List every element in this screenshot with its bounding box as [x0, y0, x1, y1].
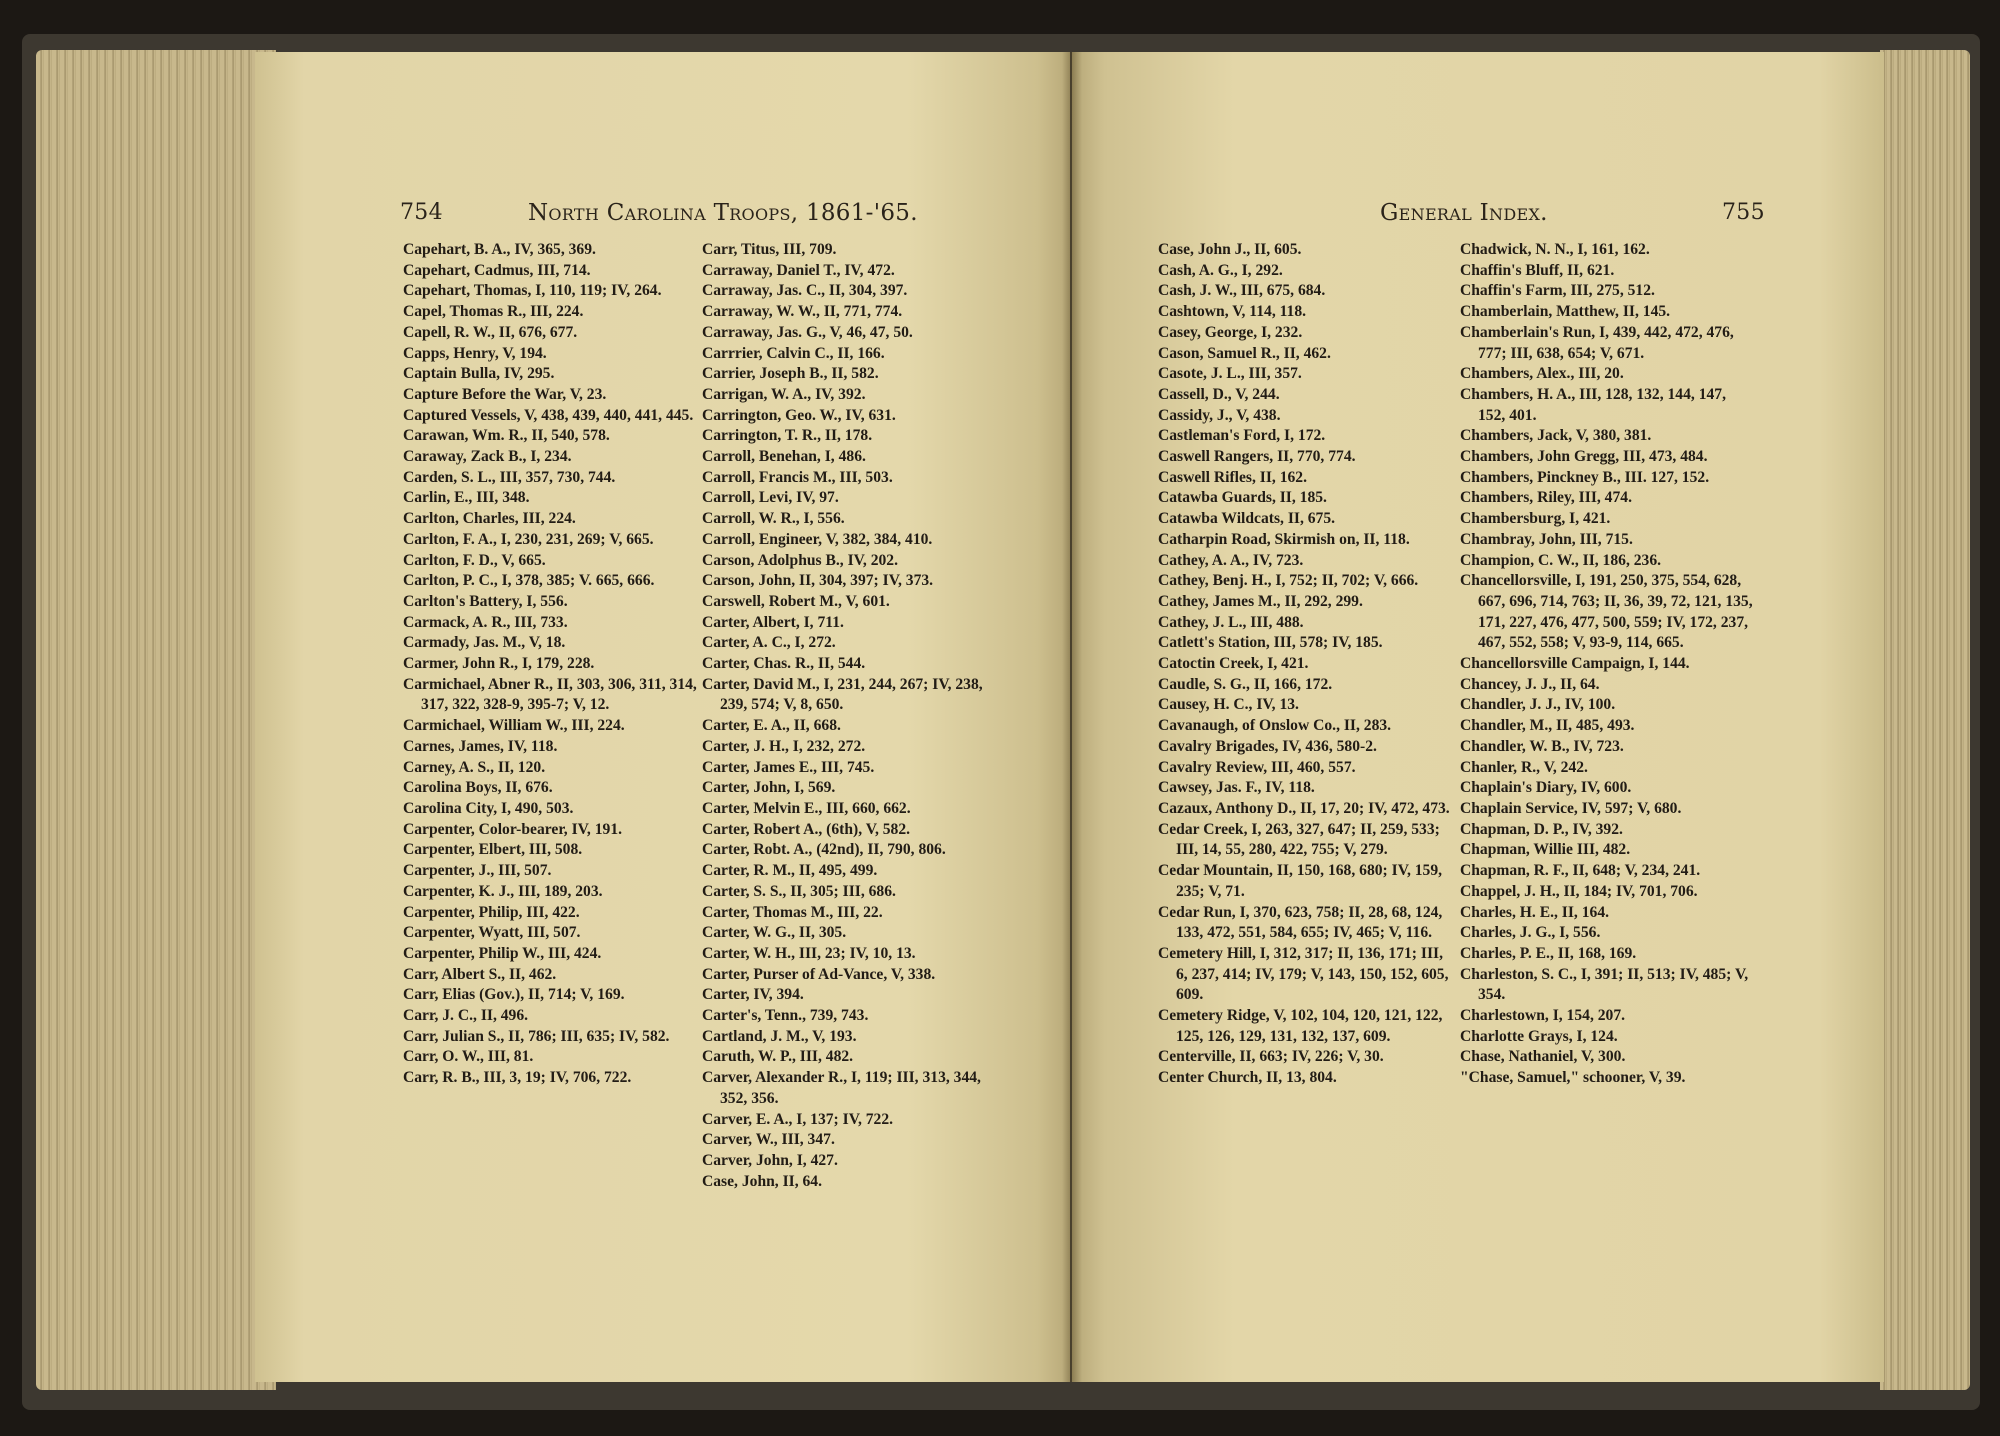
- index-entry: Chappel, J. H., II, 184; IV, 701, 706.: [1460, 882, 1698, 900]
- index-entry: Carraway, Jas. G., V, 46, 47, 50.: [702, 323, 913, 341]
- index-entry: Carr, Elias (Gov.), II, 714; V, 169.: [403, 986, 625, 1004]
- index-entry: Captured Vessels, V, 438, 439, 440, 441, 445.: [403, 406, 694, 424]
- index-entry: Case, John J., II, 605.: [1158, 241, 1302, 258]
- index-entry: Carroll, Levi, IV, 97.: [702, 489, 839, 507]
- index-entry: Carroll, W. R., I, 556.: [702, 510, 845, 528]
- index-entry: Chandler, J. J., IV, 100.: [1460, 696, 1616, 714]
- index-entry: Cartland, J. M., V, 193.: [702, 1027, 857, 1045]
- index-entry: Cemetery Ridge, V, 102, 104, 120, 121, 122, 125, 126, 129, 131, 132, 137, 609.: [1158, 1007, 1443, 1045]
- index-entry: Carter, IV, 394.: [702, 986, 804, 1004]
- index-entry: Carter, R. M., II, 495, 499.: [702, 862, 878, 880]
- index-entry: Carlton, P. C., I, 378, 385; V. 665, 666.: [403, 572, 655, 590]
- index-entry: Carmer, John R., I, 179, 228.: [403, 655, 595, 673]
- index-entry: Catoctin Creek, I, 421.: [1158, 655, 1309, 673]
- index-entry: Carter, David M., I, 231, 244, 267; IV, 238, 239, 574; V, 8, 650.: [702, 675, 983, 714]
- index-entry: Chadwick, N. N., I, 161, 162.: [1460, 241, 1650, 258]
- index-entry: Castleman's Ford, I, 172.: [1158, 427, 1326, 445]
- index-entry: Carson, Adolphus B., IV, 202.: [702, 551, 899, 569]
- index-entry: Cathey, Benj. H., I, 752; II, 702; V, 666.: [1158, 572, 1419, 590]
- index-entry: Chancey, J. J., II, 64.: [1460, 675, 1600, 693]
- index-entry: Carpenter, Philip W., III, 424.: [403, 944, 602, 962]
- index-entry: Carroll, Benehan, I, 486.: [702, 448, 866, 466]
- index-entry: Cemetery Hill, I, 312, 317; II, 136, 171; III, 6, 237, 414; IV, 179; V, 143, 150, 152, 605, 609.: [1158, 944, 1449, 1004]
- index-entry: Carr, R. B., III, 3, 19; IV, 706, 722.: [403, 1069, 632, 1087]
- index-entry: Carter, John, I, 569.: [702, 779, 836, 797]
- right-page-number: 755: [1722, 200, 1765, 225]
- index-entry: Carraway, Jas. C., II, 304, 397.: [702, 282, 908, 300]
- index-entry: Cashtown, V, 114, 118.: [1158, 303, 1307, 321]
- index-entry: Carnes, James, IV, 118.: [403, 737, 558, 755]
- index-entry: Capture Before the War, V, 23.: [403, 385, 607, 403]
- index-entry: Chambers, Alex., III, 20.: [1460, 365, 1624, 383]
- index-entry: Carter, E. A., II, 668.: [702, 717, 841, 735]
- index-entry: Cassidy, J., V, 438.: [1158, 406, 1281, 424]
- index-entry: Charles, P. E., II, 168, 169.: [1460, 944, 1637, 962]
- index-entry: Champion, C. W., II, 186, 236.: [1460, 551, 1662, 569]
- index-entry: Capel, Thomas R., III, 224.: [403, 303, 584, 321]
- index-entry: Carlton, F. D., V, 665.: [403, 551, 546, 569]
- index-entry: Carpenter, K. J., III, 189, 203.: [403, 882, 603, 900]
- index-entry: Cedar Creek, I, 263, 327, 647; II, 259, 533; III, 14, 55, 280, 422, 755; V, 279.: [1158, 820, 1440, 859]
- index-entry: Carlton, F. A., I, 230, 231, 269; V, 665.: [403, 530, 654, 548]
- index-entry: Carpenter, Philip, III, 422.: [403, 903, 580, 921]
- index-entry: Carter, Purser of Ad-Vance, V, 338.: [702, 965, 936, 983]
- index-entry: Carter, Thomas M., III, 22.: [702, 903, 883, 921]
- index-entry: Carr, O. W., III, 81.: [403, 1048, 534, 1066]
- index-entry: Casey, George, I, 232.: [1158, 323, 1303, 341]
- index-entry: Chambers, Jack, V, 380, 381.: [1460, 427, 1652, 445]
- index-entry: Carney, A. S., II, 120.: [403, 758, 546, 776]
- index-entry: Carraway, W. W., II, 771, 774.: [702, 303, 903, 321]
- index-entry: Causey, H. C., IV, 13.: [1158, 696, 1299, 714]
- index-entry: Cavalry Brigades, IV, 436, 580-2.: [1158, 737, 1377, 755]
- index-entry: Chaffin's Farm, III, 275, 512.: [1460, 282, 1655, 300]
- index-entry: Carter, S. S., II, 305; III, 686.: [702, 882, 896, 900]
- index-entry: Carrington, T. R., II, 178.: [702, 427, 873, 445]
- left-page-edges: [36, 50, 276, 1390]
- index-entry: Chaplain Service, IV, 597; V, 680.: [1460, 799, 1682, 817]
- index-entry: Catawba Wildcats, II, 675.: [1158, 510, 1336, 528]
- index-entry: Chase, Nathaniel, V, 300.: [1460, 1048, 1626, 1066]
- index-entry: Catlett's Station, III, 578; IV, 185.: [1158, 634, 1383, 652]
- index-entry: Carter, Albert, I, 711.: [702, 613, 844, 631]
- index-entry: Chaffin's Bluff, II, 621.: [1460, 261, 1615, 279]
- index-entry: Carr, Titus, III, 709.: [702, 241, 837, 258]
- index-entry: Chambers, H. A., III, 128, 132, 144, 147, 152, 401.: [1460, 385, 1726, 424]
- index-entry: Capehart, B. A., IV, 365, 369.: [403, 241, 596, 258]
- index-entry: Caraway, Zack B., I, 234.: [403, 448, 572, 466]
- index-entry: Chambers, Pinckney B., III. 127, 152.: [1460, 468, 1710, 486]
- index-entry: Carmack, A. R., III, 733.: [403, 613, 568, 631]
- index-entry: Cash, A. G., I, 292.: [1158, 261, 1283, 279]
- index-entry: Carmichael, William W., III, 224.: [403, 717, 625, 735]
- index-entry: "Chase, Samuel," schooner, V, 39.: [1460, 1069, 1686, 1087]
- index-entry: Charles, J. G., I, 556.: [1460, 924, 1601, 942]
- index-entry: Carver, W., III, 347.: [702, 1131, 835, 1149]
- index-entry: Carter, Chas. R., II, 544.: [702, 655, 866, 673]
- left-index-column-1: [403, 240, 703, 1089]
- index-entry: Catawba Guards, II, 185.: [1158, 489, 1327, 507]
- index-entry: Caudle, S. G., II, 166, 172.: [1158, 675, 1333, 693]
- index-entry: Carter, Robert A., (6th), V, 582.: [702, 820, 911, 838]
- index-entry: Cavanaugh, of Onslow Co., II, 283.: [1158, 717, 1392, 735]
- index-entry: Chapman, R. F., II, 648; V, 234, 241.: [1460, 862, 1701, 880]
- index-entry: Cathey, J. L., III, 488.: [1158, 613, 1304, 631]
- index-entry: Catharpin Road, Skirmish on, II, 118.: [1158, 530, 1410, 548]
- index-entry: Carpenter, Elbert, III, 508.: [403, 841, 583, 859]
- index-entry: Carpenter, Wyatt, III, 507.: [403, 924, 581, 942]
- index-entry: Carpenter, Color-bearer, IV, 191.: [403, 820, 623, 838]
- index-entry: Charleston, S. C., I, 391; II, 513; IV, 485; V, 354.: [1460, 965, 1749, 1004]
- index-entry: Chaplain's Diary, IV, 600.: [1460, 779, 1632, 797]
- index-entry: Carr, Julian S., II, 786; III, 635; IV, 582.: [403, 1027, 670, 1045]
- index-entry: Cedar Mountain, II, 150, 168, 680; IV, 159, 235; V, 71.: [1158, 862, 1443, 900]
- index-entry: Carraway, Daniel T., IV, 472.: [702, 261, 895, 279]
- index-entry: Cazaux, Anthony D., II, 17, 20; IV, 472, 473.: [1158, 799, 1450, 817]
- index-entry: Carpenter, J., III, 507.: [403, 862, 552, 880]
- index-entry: Charles, H. E., II, 164.: [1460, 903, 1610, 921]
- index-entry: Carrrier, Calvin C., II, 166.: [702, 344, 885, 362]
- index-entry: Chanler, R., V, 242.: [1460, 758, 1588, 776]
- index-entry: Carolina City, I, 490, 503.: [403, 799, 574, 817]
- index-entry: Chancellorsville, I, 191, 250, 375, 554, 628, 667, 696, 714, 763; II, 36, 39, 72, 121, 135, 171, 227, 476, 477, 500, 559; IV, 172, 237, 467, 552, 558; V, 93-9, 114, 665.: [1460, 572, 1753, 652]
- index-entry: Carter, James E., III, 745.: [702, 758, 875, 776]
- index-entry: Carver, Alexander R., I, 119; III, 313, 344, 352, 356.: [702, 1069, 981, 1107]
- index-entry: Carter, W. H., III, 23; IV, 10, 13.: [702, 944, 916, 962]
- right-page-edges: [1880, 50, 1970, 1390]
- index-entry: Cassell, D., V, 244.: [1158, 385, 1280, 403]
- index-entry: Cavalry Review, III, 460, 557.: [1158, 758, 1356, 776]
- index-entry: Cathey, James M., II, 292, 299.: [1158, 592, 1363, 610]
- index-entry: Capps, Henry, V, 194.: [403, 344, 547, 362]
- index-entry: Capell, R. W., II, 676, 677.: [403, 323, 578, 341]
- index-entry: Cathey, A. A., IV, 723.: [1158, 551, 1304, 569]
- right-index-column-2: [1460, 240, 1756, 1089]
- index-entry: Carson, John, II, 304, 397; IV, 373.: [702, 572, 934, 590]
- index-entry: Centerville, II, 663; IV, 226; V, 30.: [1158, 1048, 1384, 1066]
- left-index-column-2: [702, 240, 1007, 1192]
- index-entry: Capehart, Cadmus, III, 714.: [403, 261, 591, 279]
- index-entry: Chapman, Willie III, 482.: [1460, 841, 1631, 859]
- index-entry: Carter, Melvin E., III, 660, 662.: [702, 799, 911, 817]
- index-entry: Capehart, Thomas, I, 110, 119; IV, 264.: [403, 282, 662, 300]
- book-gutter: [1062, 52, 1082, 1382]
- index-entry: Cawsey, Jas. F., IV, 118.: [1158, 779, 1315, 797]
- left-running-head: North Carolina Troops, 1861-'65.: [528, 200, 918, 226]
- index-entry: Charlestown, I, 154, 207.: [1460, 1007, 1626, 1025]
- index-entry: Chancellorsville Campaign, I, 144.: [1460, 655, 1690, 673]
- index-entry: Carter, W. G., II, 305.: [702, 924, 847, 942]
- index-entry: Carawan, Wm. R., II, 540, 578.: [403, 427, 610, 445]
- index-entry: Center Church, II, 13, 804.: [1158, 1069, 1337, 1087]
- index-entry: Carmady, Jas. M., V, 18.: [403, 634, 566, 652]
- index-entry: Carver, E. A., I, 137; IV, 722.: [702, 1110, 894, 1128]
- index-entry: Chandler, W. B., IV, 723.: [1460, 737, 1624, 755]
- index-entry: Chambersburg, I, 421.: [1460, 510, 1611, 528]
- index-entry: Chamberlain, Matthew, II, 145.: [1460, 303, 1671, 321]
- index-entry: Caruth, W. P., III, 482.: [702, 1048, 854, 1066]
- index-entry: Carr, J. C., II, 496.: [403, 1007, 529, 1025]
- index-entry: Carter, J. H., I, 232, 272.: [702, 737, 866, 755]
- index-entry: Cason, Samuel R., II, 462.: [1158, 344, 1331, 362]
- index-entry: Cash, J. W., III, 675, 684.: [1158, 282, 1326, 300]
- index-entry: Carrier, Joseph B., II, 582.: [702, 365, 879, 383]
- index-entry: Carter, A. C., I, 272.: [702, 634, 836, 652]
- index-entry: Carswell, Robert M., V, 601.: [702, 592, 890, 610]
- index-entry: Carver, John, I, 427.: [702, 1151, 838, 1169]
- index-entry: Carrington, Geo. W., IV, 631.: [702, 406, 896, 424]
- index-entry: Carroll, Francis M., III, 503.: [702, 468, 893, 486]
- index-entry: Carden, S. L., III, 357, 730, 744.: [403, 468, 616, 486]
- index-entry: Carolina Boys, II, 676.: [403, 779, 553, 797]
- left-page-number: 754: [400, 200, 443, 225]
- right-running-head: General Index.: [1380, 200, 1548, 226]
- index-entry: Carter, Robt. A., (42nd), II, 790, 806.: [702, 841, 946, 859]
- index-entry: Cedar Run, I, 370, 623, 758; II, 28, 68, 124, 133, 472, 551, 584, 655; IV, 465; V, 116.: [1158, 903, 1443, 942]
- index-entry: Charlotte Grays, I, 124.: [1460, 1027, 1618, 1045]
- index-entry: Caswell Rifles, II, 162.: [1158, 468, 1308, 486]
- index-entry: Chandler, M., II, 485, 493.: [1460, 717, 1635, 735]
- index-entry: Chambray, John, III, 715.: [1460, 530, 1633, 548]
- index-entry: Casote, J. L., III, 357.: [1158, 365, 1302, 383]
- index-entry: Case, John, II, 64.: [702, 1172, 823, 1190]
- index-entry: Carmichael, Abner R., II, 303, 306, 311, 314, 317, 322, 328-9, 395-7; V, 12.: [403, 675, 697, 714]
- index-entry: Carlton's Battery, I, 556.: [403, 592, 568, 610]
- index-entry: Carlin, E., III, 348.: [403, 489, 530, 507]
- index-entry: Carr, Albert S., II, 462.: [403, 965, 557, 983]
- index-entry: Carroll, Engineer, V, 382, 384, 410.: [702, 530, 933, 548]
- index-entry: Carrigan, W. A., IV, 392.: [702, 385, 866, 403]
- index-entry: Carlton, Charles, III, 224.: [403, 510, 576, 528]
- index-entry: Chamberlain's Run, I, 439, 442, 472, 476, 777; III, 638, 654; V, 671.: [1460, 323, 1734, 362]
- index-entry: Chambers, Riley, III, 474.: [1460, 489, 1632, 507]
- index-entry: Chapman, D. P., IV, 392.: [1460, 820, 1623, 838]
- index-entry: Caswell Rangers, II, 770, 774.: [1158, 448, 1356, 466]
- index-entry: Chambers, John Gregg, III, 473, 484.: [1460, 448, 1708, 466]
- index-entry: Carter's, Tenn., 739, 743.: [702, 1007, 869, 1025]
- right-index-column-1: [1158, 240, 1454, 1089]
- index-entry: Captain Bulla, IV, 295.: [403, 365, 555, 383]
